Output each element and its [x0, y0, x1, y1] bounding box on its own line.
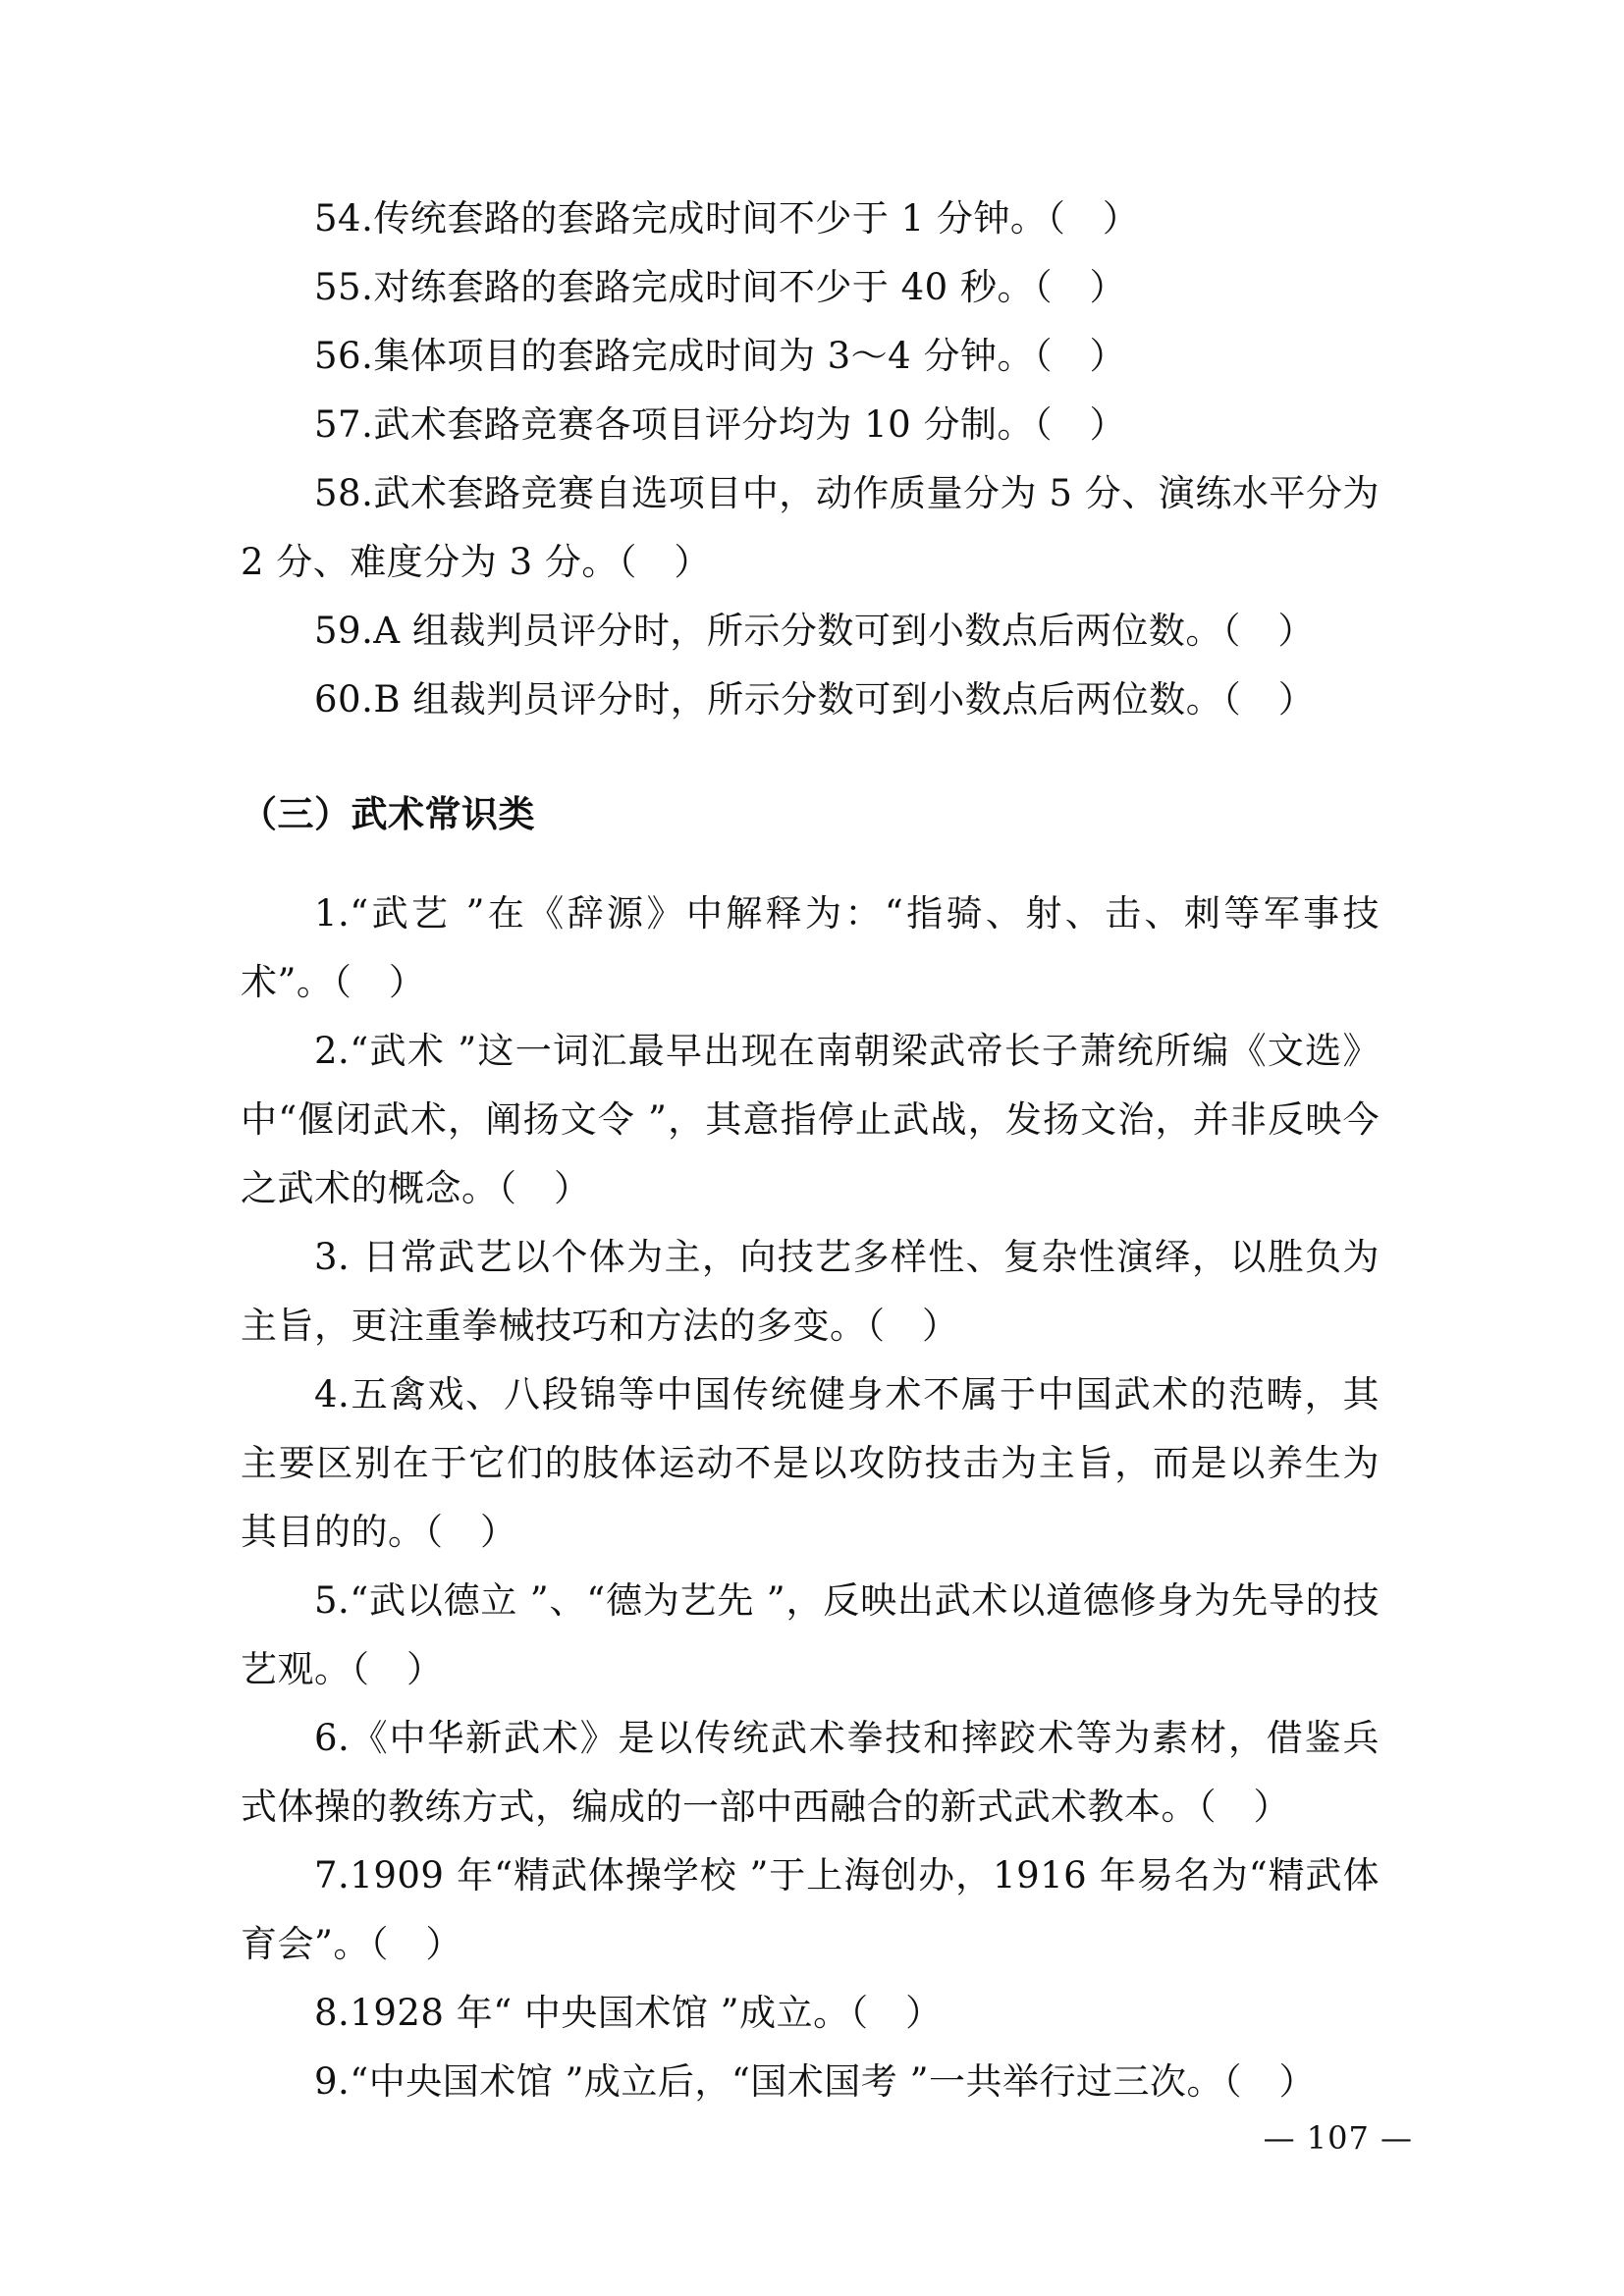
page-number: — 107 — [1263, 2119, 1413, 2157]
question-4: 4.五禽戏、八段锦等中国传统健身术不属于中国武术的范畴，其主要区别在于它们的肢体运动不是以攻防技击为主旨，而是以养生为其目的的。（ ） [241, 1373, 1380, 1553]
question-54: 54.传统套路的套路完成时间不少于 1 分钟。（ ） [314, 197, 1140, 240]
question-58: 58.武术套路竞赛自选项目中，动作质量分为 5 分、演练水平分为 2 分、难度分为 3 分。（ ） [241, 472, 1380, 583]
question-1: 1.“武艺 ”在《辞源》中解释为：“指骑、射、击、刺等军事技术”。（ ） [241, 892, 1380, 1003]
question-57: 57.武术套路竞赛各项目评分均为 10 分制。（ ） [314, 403, 1126, 446]
question-6: 6.《中华新武术》是以传统武术拳技和摔跤术等为素材，借鉴兵式体操的教练方式，编成的一部中西融合的新式武术教本。（ ） [241, 1717, 1380, 1828]
section-knowledge-questions [241, 880, 1380, 2116]
question-5: 5.“武以德立 ”、“德为艺先 ”，反映出武术以道德修身为先导的技艺观。（ ） [241, 1579, 1380, 1690]
document-page [241, 185, 1380, 2116]
question-9: 9.“中央国术馆 ”成立后，“国术国考 ”一共举行过三次。（ ） [314, 2060, 1316, 2103]
question-8: 8.1928 年“ 中央国术馆 ”成立。（ ） [314, 1992, 943, 2034]
question-2: 2.“武术 ”这一词汇最早出现在南朝梁武帝长子萧统所编《文选》中“偃闭武术，阐扬文令 ”，其意指停止武战，发扬文治，并非反映今之武术的概念。（ ） [241, 1030, 1380, 1209]
question-7: 7.1909 年“精武体操学校 ”于上海创办，1916 年易名为“精武体育会”。（ ） [241, 1854, 1380, 1965]
question-59: 59.A 组裁判员评分时，所示分数可到小数点后两位数。（ ） [314, 610, 1315, 652]
question-60: 60.B 组裁判员评分时，所示分数可到小数点后两位数。（ ） [314, 678, 1316, 721]
section-rules-questions [241, 185, 1380, 734]
question-55: 55.对练套路的套路完成时间不少于 40 秒。（ ） [314, 266, 1126, 308]
question-3: 3. 日常武艺以个体为主，向技艺多样性、复杂性演绎，以胜负为主旨，更注重拳械技巧和方法的多变。（ ） [241, 1236, 1380, 1347]
section-heading: （三）武术常识类 [241, 793, 535, 835]
question-56: 56.集体项目的套路完成时间为 3～4 分钟。（ ） [314, 335, 1126, 377]
